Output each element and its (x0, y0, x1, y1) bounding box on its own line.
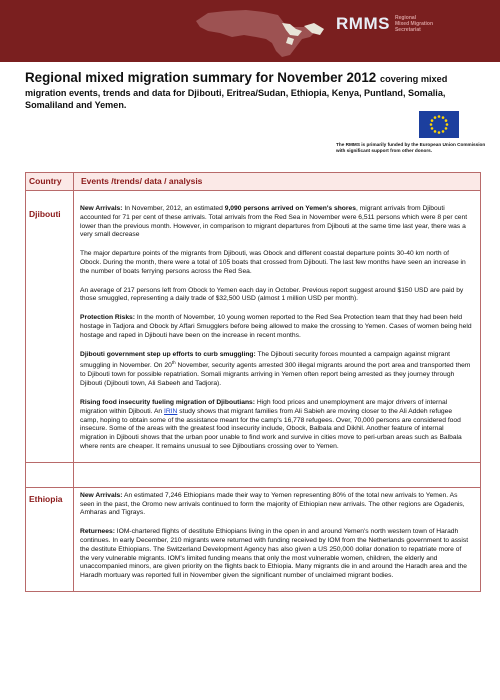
column-header-events: Events /trends/ data / analysis (73, 173, 202, 190)
report-title (25, 70, 480, 87)
logo-sub-line-1: Regional (394, 15, 417, 21)
table-header-row (26, 172, 480, 191)
africa-map-icon (186, 3, 336, 59)
rmms-logo (336, 14, 433, 34)
paragraph-smuggling-efforts: Djibouti government step up efforts to curb smuggling: The Djibouti security forces mounted a campaign against migrant smuggling in November. On 20th November, security agents arrested 300 illegal migrants around the port area and transported them to Djibouti town for possible repatriation. Somali migrants arriving in Yemen often report being arrested as they journey through Djibouti (Djibouti town, Ali Sabeeh and Tadjora). (80, 350, 471, 388)
paragraph-new-arrivals: New Arrivals: In November, 2012, an estimated 9,090 persons arrived on Yemen's shores, migrant arrivals from Djibouti accounted for 71 per cent of these arrivals. Total arrivals from the Red Sea in November were 6,511 persons which were 8 per cent lower than the previous month. However, in comparison to migrant departures from Djibouti at the same time last year, there was a very small decrease (80, 205, 468, 239)
logo-sub-line-2: Mixed Migration (394, 21, 434, 27)
paragraph-departure-points: The major departure points of the migrants from Djibouti, was Obock and different coastal departure points 30-40 km north of Obock. During the month, there were a total of 105 boats that crossed from Djibouti. The last few months have seen an increase in the number of boats ferrying persons across the Red Sea. (80, 250, 466, 275)
title-main: Regional mixed migration summary for November 2012 (25, 70, 377, 85)
logo-text: RMMS (336, 14, 390, 33)
eu-flag-icon (419, 111, 459, 138)
report-header-banner (0, 0, 500, 62)
table-row-ethiopia (26, 488, 480, 592)
country-cell: Ethiopia (29, 493, 63, 504)
logo-subtitle (395, 15, 433, 33)
irin-link[interactable]: IRIN (164, 407, 178, 415)
paragraph-food-insecurity: Rising food insecurity fueling migration of Djiboutians: High food prices and unemployment are major drivers of internal migration within Djibouti. An IRIN study shows that migrant families from Ali Sabieh are moving closer to the Ali Addeh refugee camp, hoping to obtain some of the assistance meant for the camp's 16,778 refugees. Over, 70,000 persons are considered food insecure. Some of the areas with the greatest food insecurity include, Obock, Balbala and Dikhil. Another feature of internal migration in Djibouti shows that the urban poor unable to find work and survive in cities move to peri-urban areas such as Balbala where rents are cheaper. It remains unusual to see Djiboutians crossing over to Yemen. (80, 398, 462, 450)
title-covering: covering mixed (379, 74, 448, 84)
report-subtitle: migration events, trends and data for Djibouti, Eritrea/Sudan, Ethiopia, Kenya, Puntland, Somalia, Somaliland and Yemen. (25, 88, 446, 110)
funding-note: The RMMS is primarily funded by the European Union Commission with significant support from other donors. (336, 142, 486, 153)
paragraph-new-arrivals: New Arrivals: An estimated 7,246 Ethiopians made their way to Yemen representing 80% of the total new arrivals to Yemen. As seen in the past, the Oromo new arrivals continued to form the majority of Ethiopian new arrivals. The other regions are Ogadenis, Amharas and Tigrays. (80, 491, 465, 517)
table-spacer-row (26, 463, 480, 488)
logo-sub-line-3: Secretariat (394, 27, 421, 33)
country-cell: Djibouti (29, 209, 61, 219)
events-cell (73, 488, 480, 591)
table-row-djibouti (26, 191, 480, 463)
paragraph-average-departures: An average of 217 persons left from Obock to Yemen each day in October. Previous report suggest around $150 USD are paid by those smuggled, representing a daily trade of $32,500 USD (almost 1 million USD per month). (80, 286, 464, 303)
paragraph-returnees: Returnees: IOM-chartered flights of destitute Ethiopians living in the open in and around Yemen's north western town of Haradh continues. In early December, 210 migrants were returned with funding received by IOM from the Netherlands government to assist the destitute Ethiopians. The Switzerland Development Agency has also given a US 250,000 dollar donation to repatriate more of the very vulnerable migrants. IOM's limited funding means that only the most vulnerable women, children, the elderly and unaccompanied minors, are given priority on the flights back to Ethiopia. Many migrants die in and around the Haradh area and the Haradh mortuary was reported full in November given the significant number of unclaimed migrant bodies. (80, 528, 469, 580)
title-block (25, 70, 480, 111)
paragraph-protection-risks: Protection Risks: In the month of November, 10 young women reported to the Red Sea Protection team that they had been held hostage in Tadjora and Obock by Affari Smugglers before being allowed to make the crossing to Yemen. Cases of women being held hostage and raped in Djibouti have been on the increase in recent months. (80, 314, 472, 339)
events-cell (73, 191, 480, 462)
summary-table (25, 172, 481, 592)
column-header-country: Country (29, 176, 62, 186)
